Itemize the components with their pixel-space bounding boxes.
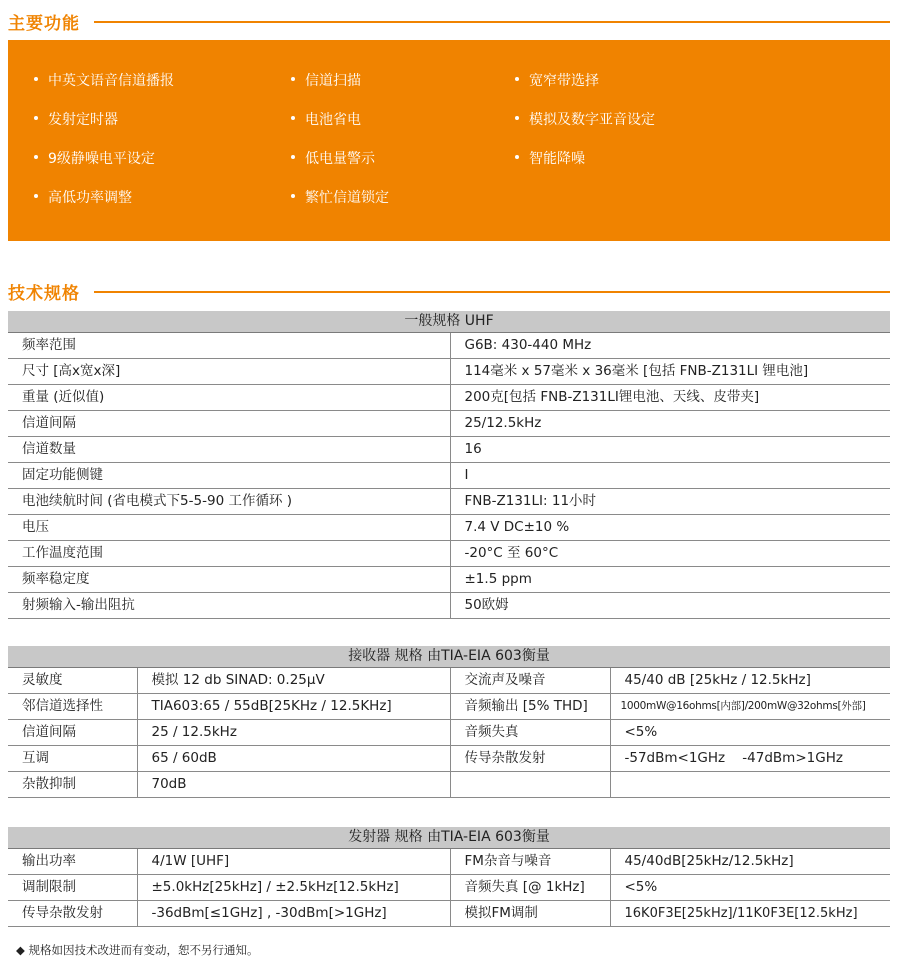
bullet-icon — [515, 77, 519, 81]
spec-label: 电压 — [8, 515, 450, 541]
features-section-header — [8, 9, 890, 34]
spec-value — [610, 772, 890, 798]
spec-value: G6B: 430-440 MHz — [450, 333, 890, 359]
spec-label: 频率范围 — [8, 333, 450, 359]
table-row — [8, 567, 890, 593]
bullet-icon — [34, 77, 38, 81]
feature-item — [515, 70, 599, 90]
spec-label: 传导杂散发射 — [450, 746, 610, 772]
table-row — [8, 593, 890, 619]
spec-label: 信道间隔 — [8, 720, 137, 746]
spec-value: -36dBm[≤1GHz] , -30dBm[>1GHz] — [137, 901, 450, 927]
spec-label: FM杂音与噪音 — [450, 849, 610, 875]
spec-label: 互调 — [8, 746, 137, 772]
table-row — [8, 541, 890, 567]
bullet-icon — [34, 194, 38, 198]
table-header-row — [8, 311, 890, 333]
feature-item — [515, 109, 655, 129]
spec-value: <5% — [610, 875, 890, 901]
feature-item — [515, 148, 585, 168]
table-row — [8, 463, 890, 489]
spec-value: -57dBm<1GHz -47dBm>1GHz — [610, 746, 890, 772]
table-row — [8, 772, 890, 798]
table-header-row — [8, 827, 890, 849]
spec-label: 传导杂散发射 — [8, 901, 137, 927]
transmitter-specs-table — [8, 827, 890, 927]
spec-value: 70dB — [137, 772, 450, 798]
table-row — [8, 746, 890, 772]
feature-label: 宽窄带选择 — [529, 73, 599, 89]
receiver-specs-table — [8, 646, 890, 798]
general-specs-header: 一般规格 UHF — [8, 311, 890, 333]
spec-label: 音频失真 [@ 1kHz] — [450, 875, 610, 901]
table-row — [8, 515, 890, 541]
spec-label: 尺寸 [高x宽x深] — [8, 359, 450, 385]
table-row — [8, 385, 890, 411]
spec-label: 调制限制 — [8, 875, 137, 901]
bullet-icon — [515, 155, 519, 159]
spec-value: 200克[包括 FNB-Z131LI锂电池、天线、皮带夹] — [450, 385, 890, 411]
spec-value: 1000mW@16ohms[内部]/200mW@32ohms[外部] — [610, 694, 890, 720]
spec-label: 杂散抑制 — [8, 772, 137, 798]
spec-label: 电池续航时间 (省电模式下5-5-90 工作循环 ) — [8, 489, 450, 515]
features-panel — [8, 40, 890, 241]
bullet-icon — [291, 194, 295, 198]
spec-label: 音频输出 [5% THD] — [450, 694, 610, 720]
feature-label: 高低功率调整 — [48, 190, 132, 206]
spec-label: 交流声及噪音 — [450, 668, 610, 694]
table-row — [8, 694, 890, 720]
general-specs-table — [8, 311, 890, 619]
bullet-icon — [515, 116, 519, 120]
bullet-icon — [291, 155, 295, 159]
spec-label: 射频输入-输出阻抗 — [8, 593, 450, 619]
spec-value: 模拟 12 db SINAD: 0.25μV — [137, 668, 450, 694]
feature-item — [34, 109, 118, 129]
transmitter-specs-header: 发射器 规格 由TIA-EIA 603衡量 — [8, 827, 890, 849]
spec-label: 频率稳定度 — [8, 567, 450, 593]
feature-label: 信道扫描 — [305, 73, 361, 89]
feature-label: 发射定时器 — [48, 112, 118, 128]
features-title-rule — [94, 21, 890, 23]
features-title: 主要功能 — [8, 14, 80, 34]
feature-item — [34, 70, 174, 90]
feature-label: 低电量警示 — [305, 151, 375, 167]
spec-label: 模拟FM调制 — [450, 901, 610, 927]
spec-value: ±5.0kHz[25kHz] / ±2.5kHz[12.5kHz] — [137, 875, 450, 901]
spec-value: 50欧姆 — [450, 593, 890, 619]
bullet-icon — [291, 116, 295, 120]
spec-label: 工作温度范围 — [8, 541, 450, 567]
table-row — [8, 720, 890, 746]
feature-item — [291, 70, 361, 90]
feature-label: 繁忙信道锁定 — [305, 190, 389, 206]
table-row — [8, 668, 890, 694]
spec-label: 重量 (近似值) — [8, 385, 450, 411]
table-header-row — [8, 646, 890, 668]
spec-value: TIA603:65 / 55dB[25KHz / 12.5KHz] — [137, 694, 450, 720]
spec-value: I — [450, 463, 890, 489]
spec-value: 65 / 60dB — [137, 746, 450, 772]
feature-label: 9级静噪电平设定 — [48, 151, 155, 167]
receiver-specs-header: 接收器 规格 由TIA-EIA 603衡量 — [8, 646, 890, 668]
table-row — [8, 411, 890, 437]
spec-value: 16 — [450, 437, 890, 463]
spec-label: 输出功率 — [8, 849, 137, 875]
spec-value: 114毫米 x 57毫米 x 36毫米 [包括 FNB-Z131LI 锂电池] — [450, 359, 890, 385]
spec-value: 4/1W [UHF] — [137, 849, 450, 875]
specs-section-header — [8, 279, 890, 304]
spec-value: -20°C 至 60°C — [450, 541, 890, 567]
bullet-icon — [34, 116, 38, 120]
specs-title-rule — [94, 291, 890, 293]
feature-item — [34, 187, 132, 207]
table-row — [8, 875, 890, 901]
bullet-icon — [34, 155, 38, 159]
spec-label — [450, 772, 610, 798]
footnote: ◆ 规格如因技术改进而有变动，恕不另行通知。 — [16, 943, 259, 957]
feature-label: 电池省电 — [305, 112, 361, 128]
feature-label: 模拟及数字亚音设定 — [529, 112, 655, 128]
spec-value: 25/12.5kHz — [450, 411, 890, 437]
table-row — [8, 437, 890, 463]
spec-value: ±1.5 ppm — [450, 567, 890, 593]
bullet-icon — [291, 77, 295, 81]
spec-label: 信道间隔 — [8, 411, 450, 437]
spec-value: 16K0F3E[25kHz]/11K0F3E[12.5kHz] — [610, 901, 890, 927]
table-row — [8, 849, 890, 875]
feature-item — [291, 148, 375, 168]
spec-value: FNB-Z131LI: 11小时 — [450, 489, 890, 515]
spec-value: 45/40dB[25kHz/12.5kHz] — [610, 849, 890, 875]
table-row — [8, 901, 890, 927]
table-row — [8, 333, 890, 359]
spec-value: <5% — [610, 720, 890, 746]
spec-value: 7.4 V DC±10 % — [450, 515, 890, 541]
spec-value: 25 / 12.5kHz — [137, 720, 450, 746]
spec-label: 固定功能侧键 — [8, 463, 450, 489]
spec-value: 45/40 dB [25kHz / 12.5kHz] — [610, 668, 890, 694]
table-row — [8, 359, 890, 385]
spec-label: 邻信道选择性 — [8, 694, 137, 720]
feature-item — [34, 148, 155, 168]
specs-title: 技术规格 — [8, 284, 80, 304]
feature-label: 中英文语音信道播报 — [48, 73, 174, 89]
spec-label: 灵敏度 — [8, 668, 137, 694]
feature-item — [291, 187, 389, 207]
spec-label: 音频失真 — [450, 720, 610, 746]
feature-item — [291, 109, 361, 129]
table-row — [8, 489, 890, 515]
feature-label: 智能降噪 — [529, 151, 585, 167]
spec-label: 信道数量 — [8, 437, 450, 463]
